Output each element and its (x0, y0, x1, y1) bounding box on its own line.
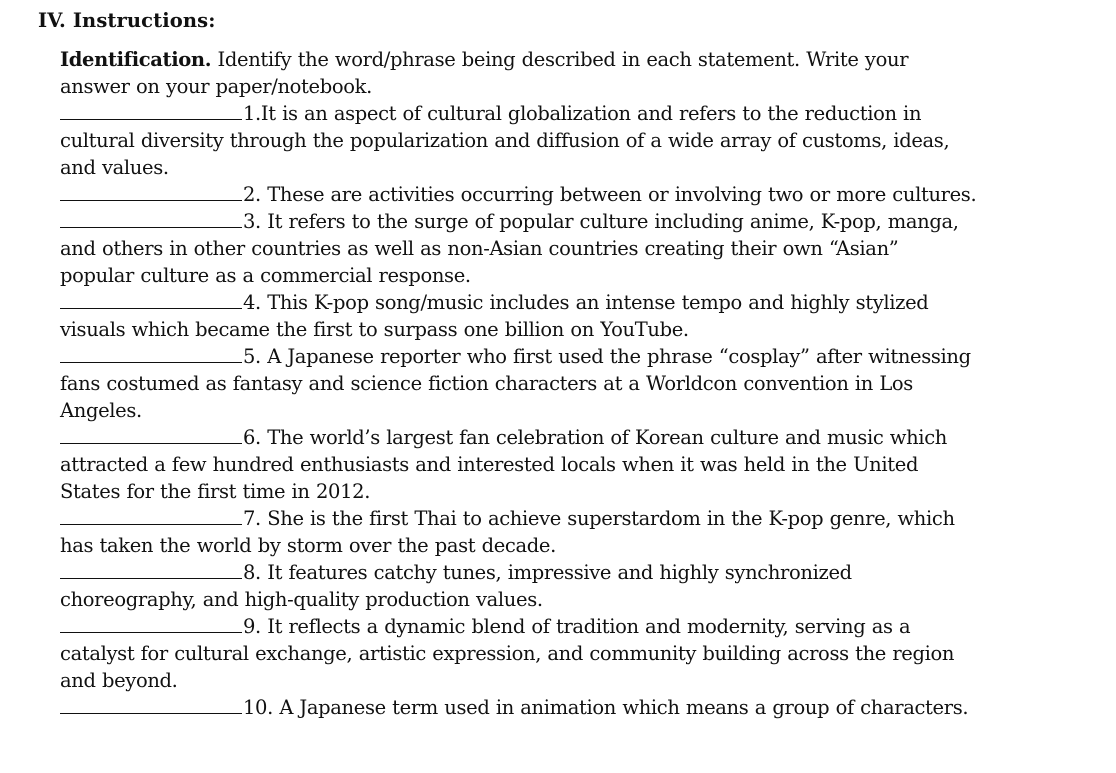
question-text: catalyst for cultural exchange, artistic expression, and community building across the region (60, 642, 955, 665)
question-line (60, 127, 1110, 154)
question-line (60, 100, 1110, 127)
question-line (60, 370, 1110, 397)
question-text: This K-pop song/music includes an intense tempo and highly stylized (260, 291, 929, 314)
question-text: has taken the world by storm over the past decade. (60, 534, 556, 557)
question-line (60, 262, 1110, 289)
question-line (60, 505, 1110, 532)
answer-blank[interactable] (60, 101, 242, 120)
question-text: A Japanese term used in animation which means a group of characters. (272, 696, 969, 719)
question-line (60, 154, 1110, 181)
question-number: 4. (243, 291, 261, 314)
question-text: It refers to the surge of popular culture including anime, K-pop, manga, (260, 210, 959, 233)
question-line (60, 667, 1110, 694)
question-item (60, 343, 1110, 424)
question-line (60, 478, 1110, 505)
question-line (60, 316, 1110, 343)
question-text: The world’s largest fan celebration of Korean culture and music which (260, 426, 947, 449)
question-text: and others in other countries as well as non-Asian countries creating their own “Asian” (60, 237, 899, 260)
question-line (60, 559, 1110, 586)
question-text: States for the first time in 2012. (60, 480, 371, 503)
question-text: and values. (60, 156, 169, 179)
question-number: 6. (243, 426, 261, 449)
question-item (60, 424, 1110, 505)
answer-blank[interactable] (60, 344, 242, 363)
question-item (60, 613, 1110, 694)
question-list (60, 100, 1110, 721)
question-item (60, 100, 1110, 181)
question-line (60, 613, 1110, 640)
question-text: choreography, and high-quality production values. (60, 588, 543, 611)
answer-blank[interactable] (60, 290, 242, 309)
identification-section (60, 46, 1110, 721)
question-text: She is the first Thai to achieve superstardom in the K-pop genre, which (260, 507, 955, 530)
question-number: 8. (243, 561, 261, 584)
answer-blank[interactable] (60, 425, 242, 444)
question-line (60, 640, 1110, 667)
answer-blank[interactable] (60, 614, 242, 633)
question-item (60, 289, 1110, 343)
question-text: visuals which became the first to surpass one billion on YouTube. (60, 318, 689, 341)
answer-blank[interactable] (60, 695, 242, 714)
question-number: 2. (243, 183, 261, 206)
answer-blank[interactable] (60, 209, 242, 228)
question-line (60, 289, 1110, 316)
question-text: cultural diversity through the popularization and diffusion of a wide array of customs, ideas, (60, 129, 950, 152)
question-text: It is an aspect of cultural globalization and refers to the reduction in (260, 102, 922, 125)
question-number: 7. (243, 507, 261, 530)
question-line (60, 235, 1110, 262)
question-item (60, 208, 1110, 289)
question-text: It reflects a dynamic blend of tradition and modernity, serving as a (260, 615, 911, 638)
question-line (60, 694, 1110, 721)
question-line (60, 586, 1110, 613)
question-line (60, 208, 1110, 235)
identification-label: Identification. (60, 48, 212, 71)
question-item (60, 694, 1110, 721)
question-number: 9. (243, 615, 261, 638)
question-line (60, 343, 1110, 370)
question-line (60, 451, 1110, 478)
question-line (60, 397, 1110, 424)
question-text: A Japanese reporter who first used the phrase “cosplay” after witnessing (260, 345, 971, 368)
question-text: popular culture as a commercial response. (60, 264, 471, 287)
instructions-text: Identify the word/phrase being described in each statement. Write your (211, 48, 909, 71)
question-number: 5. (243, 345, 261, 368)
question-number: 3. (243, 210, 261, 233)
question-item (60, 505, 1110, 559)
question-item (60, 181, 1110, 208)
question-text: attracted a few hundred enthusiasts and interested locals when it was held in the United (60, 453, 919, 476)
question-text: fans costumed as fantasy and science fiction characters at a Worldcon convention in Los (60, 372, 913, 395)
question-number: 10. (243, 696, 273, 719)
answer-blank[interactable] (60, 182, 242, 201)
instructions-line-2: answer on your paper/notebook. (60, 75, 372, 98)
question-line (60, 532, 1110, 559)
question-text: and beyond. (60, 669, 178, 692)
question-number: 1. (243, 102, 261, 125)
question-line (60, 424, 1110, 451)
section-heading: IV. Instructions: (38, 9, 216, 32)
answer-blank[interactable] (60, 560, 242, 579)
question-text: Angeles. (60, 399, 142, 422)
question-text: It features catchy tunes, impressive and highly synchronized (260, 561, 852, 584)
answer-blank[interactable] (60, 506, 242, 525)
question-line (60, 181, 1110, 208)
question-text: These are activities occurring between or involving two or more cultures. (260, 183, 977, 206)
instructions-line-1 (60, 46, 1110, 73)
question-item (60, 559, 1110, 613)
